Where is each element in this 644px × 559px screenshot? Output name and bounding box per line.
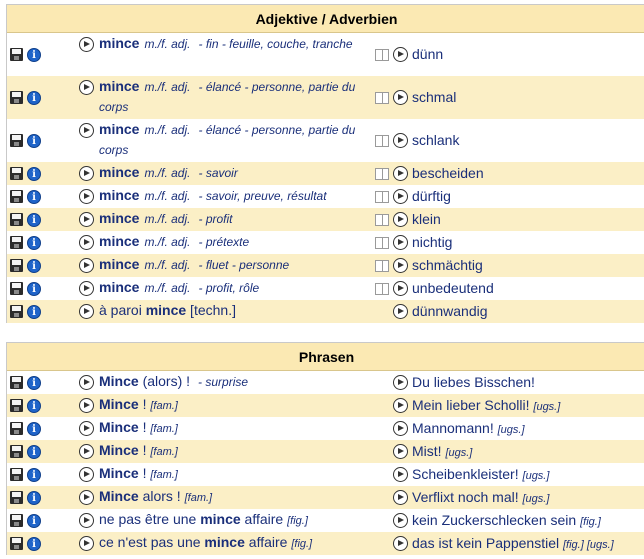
table-row [7, 486, 644, 509]
source-entry[interactable]: Mince ! [fam.] [99, 442, 178, 458]
save-icon[interactable] [10, 468, 23, 481]
target-entry[interactable]: Du liebes Bisschen! [412, 374, 535, 390]
info-icon[interactable]: i [27, 491, 41, 505]
save-icon[interactable] [10, 514, 23, 527]
book-icon[interactable] [375, 260, 389, 272]
table-row [7, 417, 644, 440]
book-placeholder [375, 446, 389, 458]
play-audio-icon[interactable] [393, 90, 408, 105]
table-row [7, 119, 644, 162]
book-placeholder [375, 423, 389, 435]
target-entry[interactable]: Mein lieber Scholli! [ugs.] [412, 397, 561, 413]
source-entry[interactable]: Mince alors ! [fam.] [99, 488, 213, 504]
play-audio-icon[interactable] [393, 133, 408, 148]
info-icon[interactable]: i [27, 376, 41, 390]
source-entry[interactable]: mince m./f. adj. - fin - feuille, couche, tranche [99, 35, 353, 51]
play-audio-icon[interactable] [79, 398, 94, 413]
book-placeholder [375, 306, 389, 318]
info-icon[interactable]: i [27, 399, 41, 413]
book-icon[interactable] [375, 49, 389, 61]
book-icon[interactable] [375, 283, 389, 295]
book-placeholder [375, 469, 389, 481]
table-row [7, 162, 644, 185]
info-icon[interactable]: i [27, 468, 41, 482]
target-entry[interactable]: kein Zuckerschlecken sein [fig.] [412, 512, 601, 528]
source-entry[interactable]: mince m./f. adj. - profit, rôle [99, 279, 260, 295]
table-row [7, 254, 644, 277]
play-audio-icon[interactable] [393, 281, 408, 296]
table-row [7, 394, 644, 417]
section-header: Phrasen [7, 343, 644, 371]
info-icon[interactable]: i [27, 537, 41, 551]
info-icon[interactable]: i [27, 190, 41, 204]
save-icon[interactable] [10, 282, 23, 295]
target-entry[interactable]: dünnwandig [412, 303, 488, 319]
play-audio-icon[interactable] [393, 398, 408, 413]
source-entry[interactable]: ce n'est pas une mince affaire [fig.] [99, 534, 313, 550]
phrases-section [6, 342, 644, 555]
table-row [7, 185, 644, 208]
book-icon[interactable] [375, 214, 389, 226]
play-audio-icon[interactable] [79, 304, 94, 319]
target-entry[interactable]: schmächtig [412, 257, 483, 273]
info-icon[interactable]: i [27, 91, 41, 105]
target-entry[interactable]: Scheibenkleister! [ugs.] [412, 466, 550, 482]
target-entry[interactable]: schlank [412, 132, 460, 148]
play-audio-icon[interactable] [393, 490, 408, 505]
save-icon[interactable] [10, 445, 23, 458]
play-audio-icon[interactable] [393, 421, 408, 436]
info-icon[interactable]: i [27, 422, 41, 436]
source-entry[interactable]: mince m./f. adj. - fluet - personne [99, 256, 290, 272]
source-entry[interactable]: mince m./f. adj. - savoir [99, 164, 238, 180]
play-audio-icon[interactable] [79, 375, 94, 390]
save-icon[interactable] [10, 190, 23, 203]
play-audio-icon[interactable] [393, 258, 408, 273]
play-audio-icon[interactable] [393, 513, 408, 528]
table-row [7, 371, 644, 394]
target-entry[interactable]: Verflixt noch mal! [ugs.] [412, 489, 550, 505]
book-placeholder [375, 492, 389, 504]
target-entry[interactable]: klein [412, 211, 441, 227]
source-entry[interactable]: mince m./f. adj. - profit [99, 210, 233, 226]
save-icon[interactable] [10, 48, 23, 61]
source-entry[interactable]: Mince ! [fam.] [99, 465, 178, 481]
target-entry[interactable]: nichtig [412, 234, 453, 250]
play-audio-icon[interactable] [393, 304, 408, 319]
play-audio-icon[interactable] [79, 212, 94, 227]
book-placeholder [375, 515, 389, 527]
play-audio-icon[interactable] [393, 375, 408, 390]
target-entry[interactable]: das ist kein Pappenstiel [fig.] [ugs.] [412, 535, 614, 551]
play-audio-icon[interactable] [79, 123, 94, 138]
book-icon[interactable] [375, 191, 389, 203]
play-audio-icon[interactable] [393, 235, 408, 250]
play-audio-icon[interactable] [79, 513, 94, 528]
table-row [7, 231, 644, 254]
play-audio-icon[interactable] [79, 37, 94, 52]
info-icon[interactable]: i [27, 282, 41, 296]
table-row [7, 463, 644, 486]
save-icon[interactable] [10, 91, 23, 104]
save-icon[interactable] [10, 537, 23, 550]
table-row [7, 509, 644, 532]
play-audio-icon[interactable] [79, 189, 94, 204]
play-audio-icon[interactable] [79, 444, 94, 459]
play-audio-icon[interactable] [79, 281, 94, 296]
book-icon[interactable] [375, 135, 389, 147]
source-entry[interactable]: mince m./f. adj. - élancé - personne, partie du corps [99, 121, 356, 157]
info-icon[interactable]: i [27, 236, 41, 250]
info-icon[interactable]: i [27, 134, 41, 148]
save-icon[interactable] [10, 305, 23, 318]
table-row [7, 300, 644, 323]
play-audio-icon[interactable] [393, 467, 408, 482]
target-entry[interactable]: schmal [412, 89, 457, 105]
play-audio-icon[interactable] [79, 166, 94, 181]
save-icon[interactable] [10, 259, 23, 272]
book-icon[interactable] [375, 168, 389, 180]
target-entry[interactable]: Mannomann! [ugs.] [412, 420, 525, 436]
save-icon[interactable] [10, 376, 23, 389]
info-icon[interactable]: i [27, 48, 41, 62]
book-icon[interactable] [375, 92, 389, 104]
play-audio-icon[interactable] [79, 258, 94, 273]
book-icon[interactable] [375, 237, 389, 249]
play-audio-icon[interactable] [393, 166, 408, 181]
save-icon[interactable] [10, 167, 23, 180]
source-entry[interactable]: Mince ! [fam.] [99, 419, 178, 435]
info-icon[interactable]: i [27, 167, 41, 181]
table-row [7, 277, 644, 300]
target-entry[interactable]: Mist! [ugs.] [412, 443, 473, 459]
source-entry[interactable]: à paroi mince [techn.] [99, 302, 236, 318]
info-icon[interactable]: i [27, 445, 41, 459]
book-placeholder [375, 538, 389, 550]
target-entry[interactable]: dürftig [412, 188, 451, 204]
save-icon[interactable] [10, 236, 23, 249]
info-icon[interactable]: i [27, 259, 41, 273]
book-placeholder [375, 400, 389, 412]
source-entry[interactable]: mince m./f. adj. - prétexte [99, 233, 250, 249]
target-entry[interactable]: bescheiden [412, 165, 484, 181]
play-audio-icon[interactable] [79, 536, 94, 551]
save-icon[interactable] [10, 399, 23, 412]
source-entry[interactable]: Mince ! [fam.] [99, 396, 178, 412]
table-row [7, 440, 644, 463]
info-icon[interactable]: i [27, 305, 41, 319]
source-entry[interactable]: Mince (alors) ! - surprise [99, 373, 249, 389]
adjectives-section [6, 4, 644, 323]
play-audio-icon[interactable] [79, 80, 94, 95]
save-icon[interactable] [10, 213, 23, 226]
source-entry[interactable]: ne pas être une mince affaire [fig.] [99, 511, 308, 527]
play-audio-icon[interactable] [393, 212, 408, 227]
info-icon[interactable]: i [27, 514, 41, 528]
play-audio-icon[interactable] [79, 421, 94, 436]
play-audio-icon[interactable] [393, 444, 408, 459]
info-icon[interactable]: i [27, 213, 41, 227]
table-row [7, 33, 644, 76]
play-audio-icon[interactable] [393, 189, 408, 204]
section-header: Adjektive / Adverbien [7, 5, 644, 33]
table-row [7, 208, 644, 231]
table-row [7, 76, 644, 119]
play-audio-icon[interactable] [79, 467, 94, 482]
save-icon[interactable] [10, 491, 23, 504]
save-icon[interactable] [10, 134, 23, 147]
play-audio-icon[interactable] [79, 490, 94, 505]
target-entry[interactable]: unbedeutend [412, 280, 494, 296]
play-audio-icon[interactable] [393, 536, 408, 551]
source-entry[interactable]: mince m./f. adj. - élancé - personne, partie du corps [99, 78, 356, 114]
play-audio-icon[interactable] [79, 235, 94, 250]
source-entry[interactable]: mince m./f. adj. - savoir, preuve, résultat [99, 187, 327, 203]
book-placeholder [375, 377, 389, 389]
target-entry[interactable]: dünn [412, 46, 444, 62]
play-audio-icon[interactable] [393, 47, 408, 62]
save-icon[interactable] [10, 422, 23, 435]
table-row [7, 532, 644, 555]
